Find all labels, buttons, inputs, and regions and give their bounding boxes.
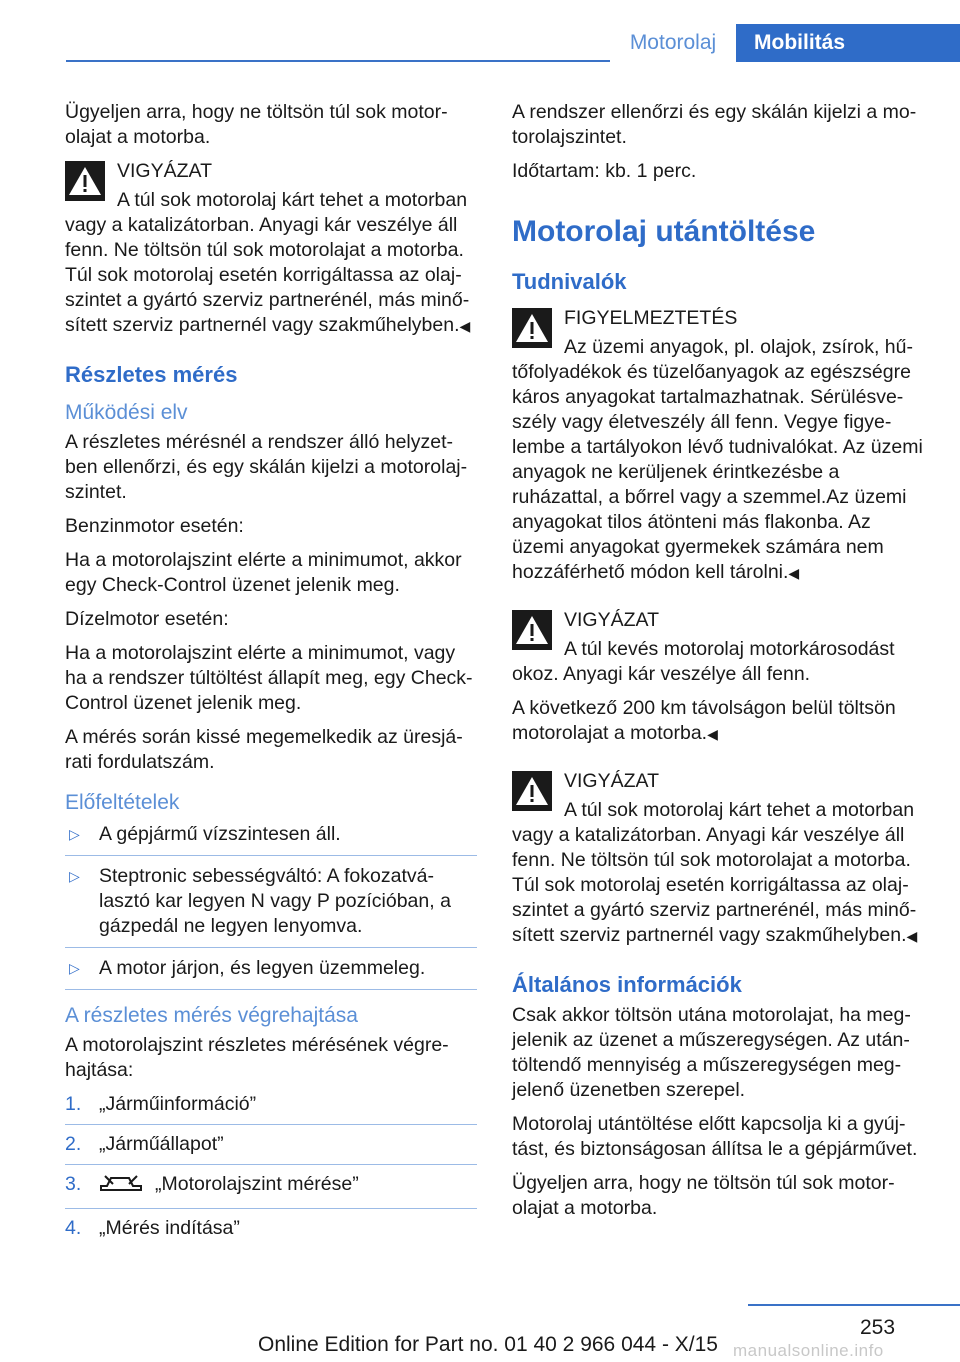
subsection-heading: Működési elv [65, 401, 188, 424]
step-list [65, 1092, 477, 1248]
end-mark: ◀ [459, 318, 471, 334]
list-item-text: A gépjármű vízszintesen áll. [99, 823, 341, 845]
prerequisite-list [65, 822, 477, 990]
watermark: manualsonline.info [733, 1341, 884, 1360]
step-item [65, 1172, 477, 1209]
step-number: 2. [65, 1133, 82, 1155]
online-edition-note: Online Edition for Part no. 01 40 2 966 044 - X/15 [258, 1333, 718, 1356]
header-tab-chapter[interactable]: Motorolaj [610, 24, 736, 62]
step-item [65, 1092, 477, 1125]
step-number: 1. [65, 1093, 82, 1115]
paragraph: A részletes mérésnél a rendszer álló helyzetben ellenőrzi, és egy skálán kijelzi a motorolajszintet. [65, 431, 468, 503]
right-column [512, 100, 924, 1230]
step-text: „Motorolajszint mérése” [155, 1173, 359, 1195]
bullet-icon: ▷ [69, 868, 80, 884]
subsection-heading: A részletes mérés végrehajtása [65, 1004, 358, 1027]
warning-text: A következő 200 km távolságon belül töltsön motorolajat a motorba. [512, 697, 896, 744]
paragraph: A mérés során kissé megemelkedik az üresjárati fordulatszám. [65, 726, 463, 773]
paragraph: Motorolaj utántöltése előtt kapcsolja ki a gyújtást, és biztonságosan állítsa le a gépjárművet. [512, 1113, 918, 1160]
bullet-icon: ▷ [69, 826, 80, 842]
paragraph: A rendszer ellenőrzi és egy skálán kijelzi a motorolajszintet. [512, 101, 917, 148]
step-text: „Mérés indítása” [99, 1217, 240, 1239]
step-number: 3. [65, 1173, 82, 1195]
warning-title: VIGYÁZAT [564, 770, 659, 792]
list-item [65, 864, 477, 948]
section-heading: Általános információk [512, 972, 742, 997]
warning-box [512, 306, 924, 586]
warning-icon [512, 771, 552, 811]
warning-text: A túl sok motorolaj kárt tehet a motorban vagy a katalizátorban. Anyagi kár veszélye áll fenn. Ne töltsön túl sok motorolajat a motorba. Túl sok motorolaj esetén korrigáltassa az olajszintet a gyártó szerviz partnerénél, más minősített szerviz partnernél vagy szakműhelyben. [65, 189, 470, 336]
step-text: „Járműinformáció” [99, 1093, 257, 1115]
paragraph: Ha a motorolajszint elérte a minimumot, vagy ha a rendszer túltöltést állapít meg, egy Check-Control üzenet jelenik meg. [65, 642, 473, 714]
paragraph: Benzinmotor esetén: [65, 515, 244, 537]
paragraph: Ha a motorolajszint elérte a minimumot, akkor egy Check-Control üzenet jelenik meg. [65, 549, 462, 596]
list-item-text: Steptronic sebességváltó: A fokozatválasztó kar legyen N vagy P pozícióban, a gázpedál ne legyen lenyomva. [99, 865, 451, 937]
warning-icon [65, 161, 105, 201]
car-status-icon [99, 1172, 143, 1201]
warning-text: A túl sok motorolaj kárt tehet a motorban vagy a katalizátorban. Anyagi kár veszélye áll fenn. Ne töltsön túl sok motorolajat a motorba. Túl sok motorolaj esetén korrigáltassa az olajszintet a gyártó szerviz partnerénél, más minősített szerviz partnernél vagy szakműhelyben. [512, 799, 917, 946]
warning-text: Az üzemi anyagok, pl. olajok, zsírok, hűtőfolyadékok és tüzelőanyagok az egészségre káros anyagokat tartalmazhatnak. Sérülésveszély vagy életveszély áll fenn. Vegye figyelembe a tartályokon lévő tudnivalókat. Az üzemi anyagok ne kerüljenek érintkezésbe a ruházattal, a bőrrel vagy a szemmel.Az üzemi anyagokat tilos átönteni más flakonba. Az üzemi anyagokat gyermekek számára nem hozzáférhető módon kell tárolni. [512, 336, 923, 583]
warning-box [512, 608, 924, 747]
warning-icon [512, 308, 552, 348]
paragraph: Ügyeljen arra, hogy ne töltsön túl sok motorolajat a motorba. [65, 101, 448, 148]
paragraph: Dízelmotor esetén: [65, 608, 229, 630]
left-column [65, 100, 477, 1255]
step-text: „Járműállapot” [99, 1133, 224, 1155]
warning-title: VIGYÁZAT [564, 609, 659, 631]
paragraph: Ügyeljen arra, hogy ne töltsön túl sok motorolajat a motorba. [512, 1172, 895, 1219]
step-item [65, 1216, 477, 1248]
warning-title: FIGYELMEZTETÉS [564, 307, 738, 329]
list-item [65, 822, 477, 856]
list-item-text: A motor járjon, és legyen üzemmeleg. [99, 957, 426, 979]
warning-box [65, 159, 477, 339]
warning-text: A túl kevés motorolaj motorkárosodást okoz. Anyagi kár veszélye áll fenn. [512, 638, 895, 685]
section-heading: Tudnivalók [512, 269, 627, 294]
chapter-heading: Motorolaj utántöltése [512, 215, 816, 248]
paragraph: Időtartam: kb. 1 perc. [512, 160, 697, 182]
warning-icon [512, 610, 552, 650]
paragraph: Csak akkor töltsön utána motorolajat, ha megjelenik az üzenet a műszeregységen. Az utántöltendő mennyiség a műszeregységen megjelenő üzenetben szerepel. [512, 1004, 911, 1101]
end-mark: ◀ [788, 565, 800, 581]
list-item [65, 956, 477, 990]
subsection-heading: Előfeltételek [65, 791, 180, 814]
footer-rule [748, 1304, 960, 1306]
section-heading: Részletes mérés [65, 362, 238, 387]
step-item [65, 1132, 477, 1165]
end-mark: ◀ [906, 928, 918, 944]
header-tab-section[interactable]: Mobilitás [736, 24, 960, 62]
bullet-icon: ▷ [69, 960, 80, 976]
end-mark: ◀ [707, 726, 718, 742]
paragraph: A motorolajszint részletes mérésének végrehajtása: [65, 1034, 449, 1081]
page-number: 253 [860, 1316, 896, 1339]
step-number: 4. [65, 1217, 82, 1239]
warning-box [512, 769, 924, 949]
warning-title: VIGYÁZAT [117, 160, 212, 182]
